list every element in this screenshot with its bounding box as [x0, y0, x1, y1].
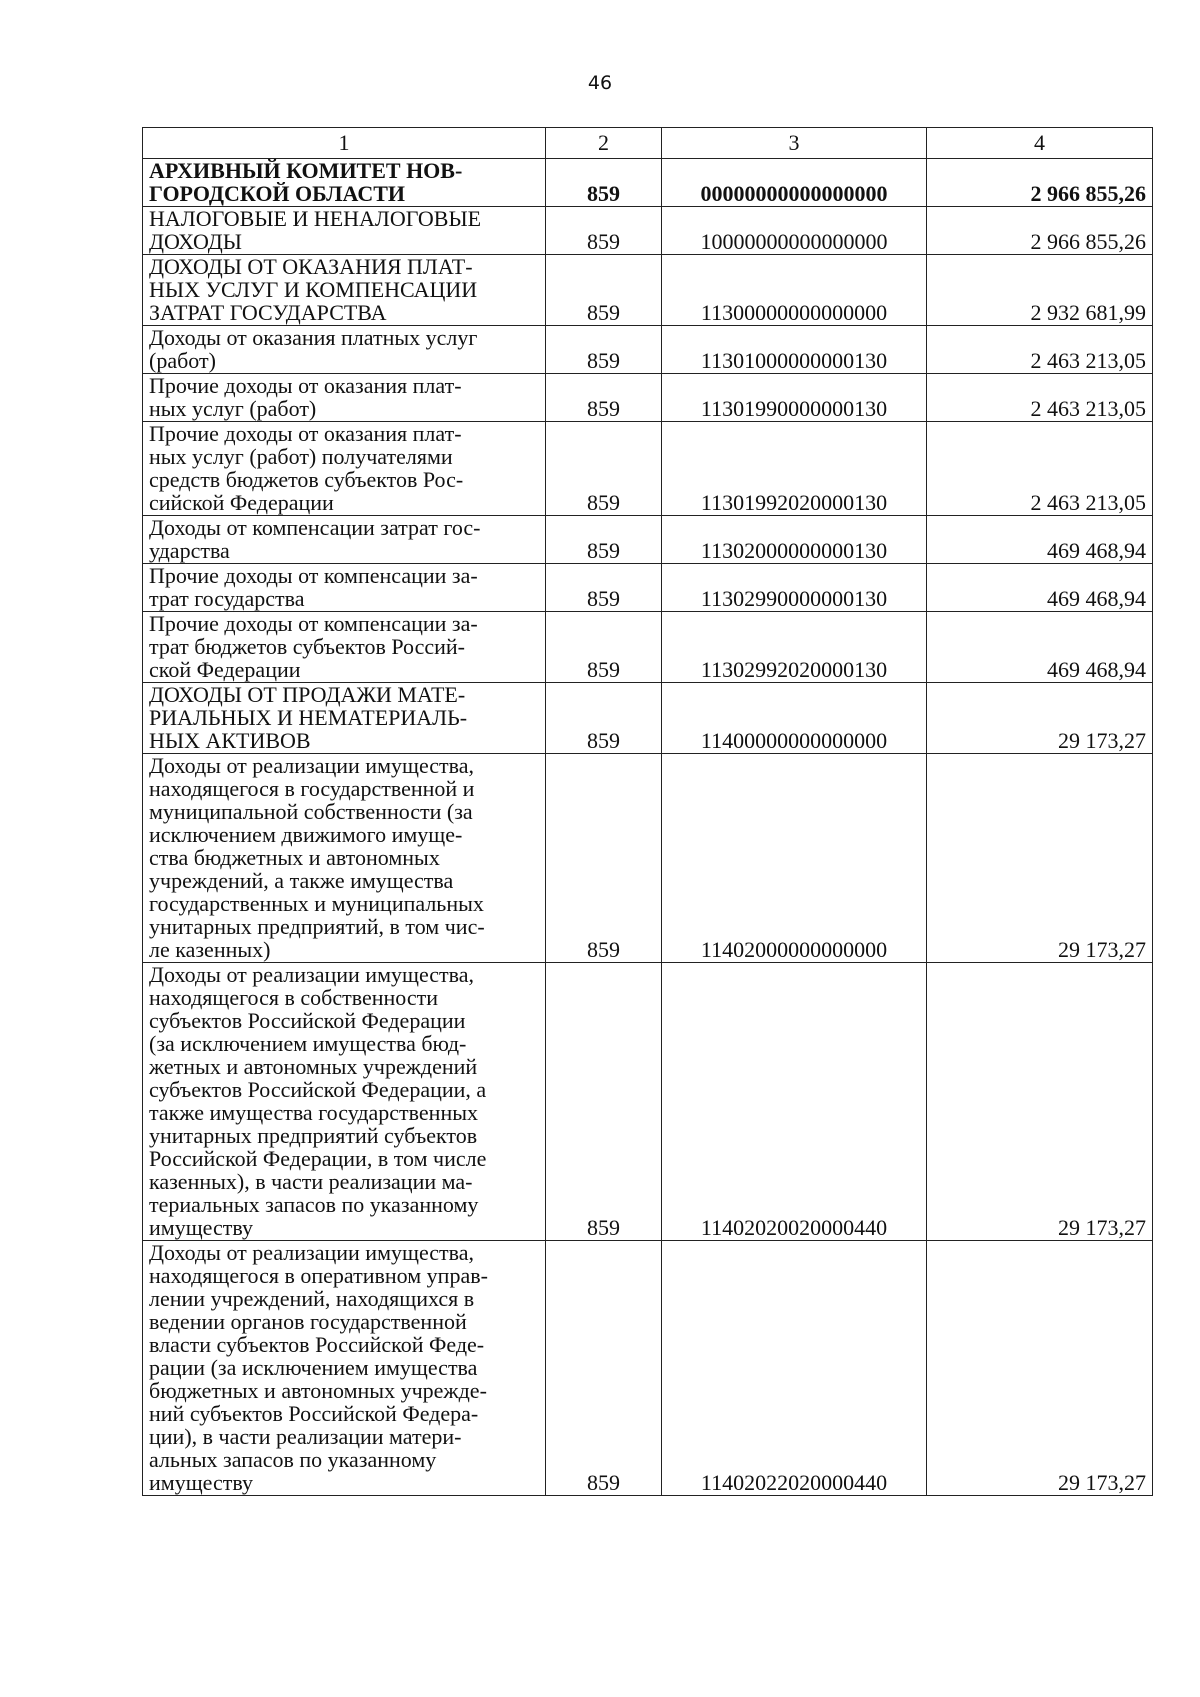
- row-name: АРХИВНЫЙ КОМИТЕТ НОВ- ГОРОДСКОЙ ОБЛАСТИ: [143, 159, 546, 207]
- row-name: Прочие доходы от оказания плат- ных услуг (работ): [143, 374, 546, 422]
- row-name: Прочие доходы от компенсации за- трат бюджетов субъектов Россий- ской Федерации: [143, 612, 546, 683]
- amount: 469 468,94: [927, 516, 1153, 564]
- header-row: [143, 128, 1153, 159]
- table-row: [143, 754, 1153, 963]
- table-row: [143, 159, 1153, 207]
- table-row: [143, 422, 1153, 516]
- amount: 29 173,27: [927, 963, 1153, 1241]
- budget-classification-code: 00000000000000000: [662, 159, 927, 207]
- row-name: НАЛОГОВЫЕ И НЕНАЛОГОВЫЕ ДОХОДЫ: [143, 207, 546, 255]
- admin-code: 859: [546, 612, 662, 683]
- admin-code: 859: [546, 516, 662, 564]
- table-row: [143, 516, 1153, 564]
- amount: 29 173,27: [927, 1241, 1153, 1496]
- admin-code: 859: [546, 374, 662, 422]
- table-row: [143, 255, 1153, 326]
- table-row: [143, 374, 1153, 422]
- budget-classification-code: 11302990000000130: [662, 564, 927, 612]
- row-name: Доходы от реализации имущества, находящегося в государственной и муниципальной собственности (за исключением движимого имуще- ства бюджетных и автономных учреждений, а также имущества государственных и муниципальных унитарных предприятий, в том чис- ле казенных): [143, 754, 546, 963]
- budget-classification-code: 11400000000000000: [662, 683, 927, 754]
- row-name: ДОХОДЫ ОТ ОКАЗАНИЯ ПЛАТ- НЫХ УСЛУГ И КОМПЕНСАЦИИ ЗАТРАТ ГОСУДАРСТВА: [143, 255, 546, 326]
- column-header-1: 1: [143, 128, 546, 159]
- table-row: [143, 683, 1153, 754]
- page-number: 46: [587, 72, 613, 94]
- amount: 2 966 855,26: [927, 159, 1153, 207]
- budget-classification-code: 11301990000000130: [662, 374, 927, 422]
- budget-classification-code: 10000000000000000: [662, 207, 927, 255]
- admin-code: 859: [546, 159, 662, 207]
- admin-code: 859: [546, 1241, 662, 1496]
- table-row: [143, 963, 1153, 1241]
- budget-classification-code: 11402000000000000: [662, 754, 927, 963]
- row-name: Доходы от реализации имущества, находящегося в собственности субъектов Российской Федерации (за исключением имущества бюд- жетных и автономных учреждений субъектов Российской Федерации, а также имущества государственных унитарных предприятий субъектов Российской Федерации, в том числе казенных), в части реализации ма- териальных запасов по указанному имуществу: [143, 963, 546, 1241]
- budget-classification-code: 11402022020000440: [662, 1241, 927, 1496]
- admin-code: 859: [546, 326, 662, 374]
- row-name: Доходы от компенсации затрат гос- ударства: [143, 516, 546, 564]
- admin-code: 859: [546, 963, 662, 1241]
- row-name: Прочие доходы от компенсации за- трат государства: [143, 564, 546, 612]
- table-row: [143, 326, 1153, 374]
- budget-classification-code: 11301000000000130: [662, 326, 927, 374]
- column-header-4: 4: [927, 128, 1153, 159]
- admin-code: 859: [546, 564, 662, 612]
- table-body: [143, 159, 1153, 1496]
- row-name: ДОХОДЫ ОТ ПРОДАЖИ МАТЕ- РИАЛЬНЫХ И НЕМАТЕРИАЛЬ- НЫХ АКТИВОВ: [143, 683, 546, 754]
- admin-code: 859: [546, 422, 662, 516]
- table-row: [143, 1241, 1153, 1496]
- amount: 2 463 213,05: [927, 326, 1153, 374]
- row-name: Доходы от оказания платных услуг (работ): [143, 326, 546, 374]
- revenue-table: [142, 127, 1153, 1496]
- budget-classification-code: 11302000000000130: [662, 516, 927, 564]
- column-header-3: 3: [662, 128, 927, 159]
- table-row: [143, 612, 1153, 683]
- amount: 2 463 213,05: [927, 374, 1153, 422]
- admin-code: 859: [546, 754, 662, 963]
- table-row: [143, 564, 1153, 612]
- amount: 469 468,94: [927, 564, 1153, 612]
- row-name: Доходы от реализации имущества, находящегося в оперативном управ- лении учреждений, находящихся в ведении органов государственной власти субъектов Российской Феде- рации (за исключением имущества бюджетных и автономных учрежде- ний субъектов Российской Федера- ции), в части реализации матери- альных запасов по указанному имуществу: [143, 1241, 546, 1496]
- amount: 2 463 213,05: [927, 422, 1153, 516]
- budget-classification-code: 11301992020000130: [662, 422, 927, 516]
- amount: 2 932 681,99: [927, 255, 1153, 326]
- amount: 29 173,27: [927, 683, 1153, 754]
- amount: 2 966 855,26: [927, 207, 1153, 255]
- budget-classification-code: 11302992020000130: [662, 612, 927, 683]
- budget-classification-code: 11402020020000440: [662, 963, 927, 1241]
- budget-classification-code: 11300000000000000: [662, 255, 927, 326]
- amount: 29 173,27: [927, 754, 1153, 963]
- admin-code: 859: [546, 683, 662, 754]
- admin-code: 859: [546, 255, 662, 326]
- amount: 469 468,94: [927, 612, 1153, 683]
- column-header-2: 2: [546, 128, 662, 159]
- admin-code: 859: [546, 207, 662, 255]
- table-row: [143, 207, 1153, 255]
- row-name: Прочие доходы от оказания плат- ных услуг (работ) получателями средств бюджетов субъектов Рос- сийской Федерации: [143, 422, 546, 516]
